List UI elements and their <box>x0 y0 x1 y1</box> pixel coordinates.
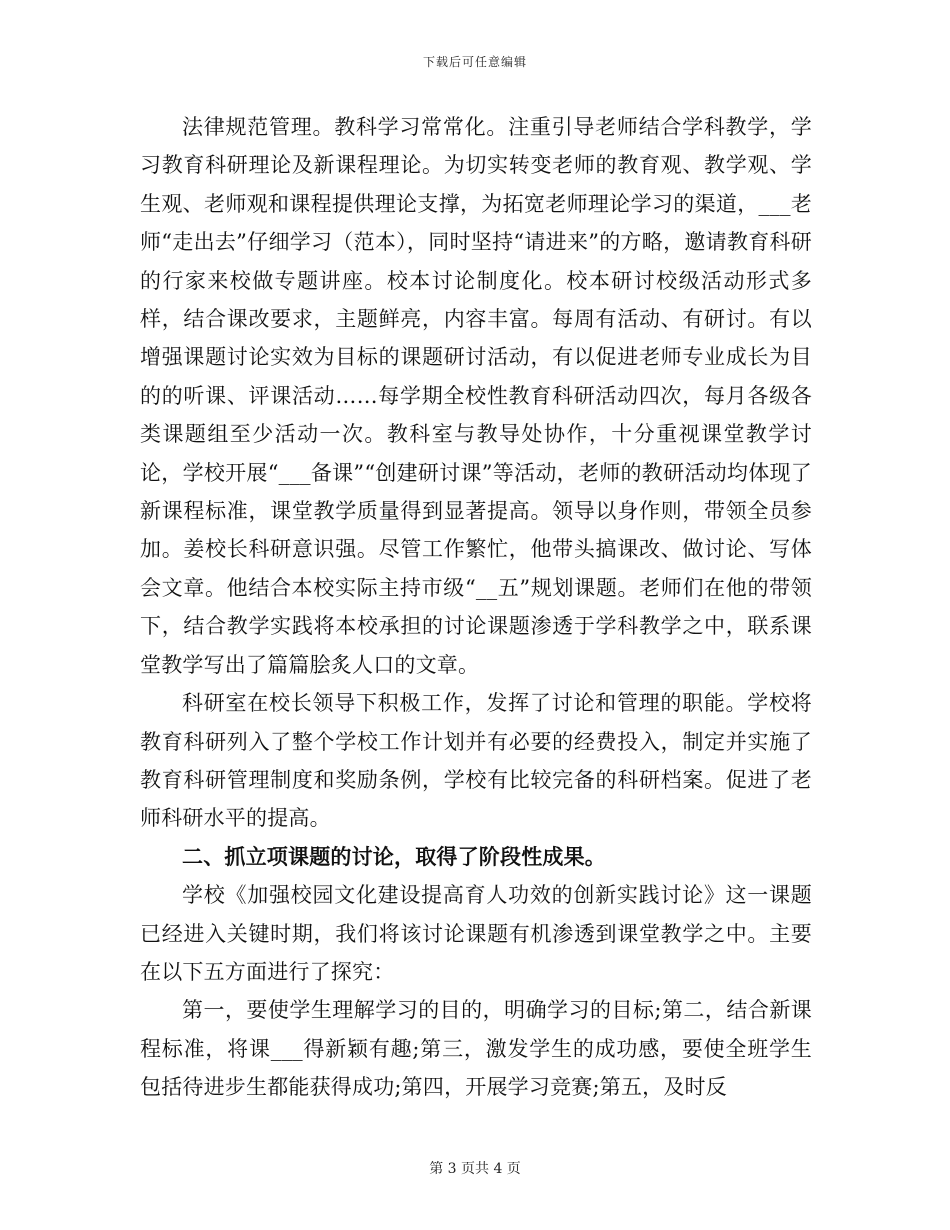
paragraph-project-intro: 学校《加强校园文化建设提高育人功效的创新实践讨论》这一课题已经进入关键时期，我们将该讨论课题有机渗透到课堂教学之中。主要在以下五方面进行了探究： <box>140 883 812 984</box>
page-header: 下载后可任意编辑 <box>422 55 527 69</box>
page-number-footer: 第 3 页共 4 页 <box>429 1161 521 1177</box>
paragraph-five-aspects: 第一，要使学生理解学习的目的，明确学习的目标;第二，结合新课程标准，将课___得新颖有趣;第三，激发学生的成功感，要使全班学生包括待进步生都能获得成功;第四，开展学习竞赛;第五，及时反 <box>140 998 812 1100</box>
paragraph-research-office: 科研室在校长领导下积极工作，发挥了讨论和管理的职能。学校将教育科研列入了整个学校工作计划并有必要的经费投入，制定并实施了教育科研管理制度和奖励条例，学校有比较完备的科研档案。促进了老师科研水平的提高。 <box>140 691 812 831</box>
document-body <box>140 108 812 1107</box>
paragraph-management: 法律规范管理。教科学习常常化。注重引导老师结合学科教学，学习教育科研理论及新课程理论。为切实转变老师的教育观、教学观、学生观、老师观和课程提供理论支撑，为拓宽老师理论学习的渠道，___老师“走出去”仔细学习（范本），同时坚持“请进来”的方略，邀请教育科研的行家来校做专题讲座。校本讨论制度化。校本研讨校级活动形式多样，结合课改要求，主题鲜亮，内容丰富。每周有活动、有研讨。有以增强课题讨论实效为目标的课题研讨活动，有以促进老师专业成长为目的的听课、评课活动……每学期全校性教育科研活动四次，每月各级各类课题组至少活动一次。教科室与教导处协作，十分重视课堂教学讨论，学校开展“___备课”“创建研讨课”等活动，老师的教研活动均体现了新课程标准，课堂教学质量得到显著提高。领导以身作则，带领全员参加。姜校长科研意识强。尽管工作繁忙，他带头搞课改、做讨论、写体会文章。他结合本校实际主持市级“__五”规划课题。老师们在他的带领下，结合教学实践将本校承担的讨论课题渗透于学科教学之中，联系课堂教学写出了篇篇脍炙人口的文章。 <box>140 115 812 677</box>
section-heading-2: 二、抓立项课题的讨论，取得了阶段性成果。 <box>182 843 606 869</box>
